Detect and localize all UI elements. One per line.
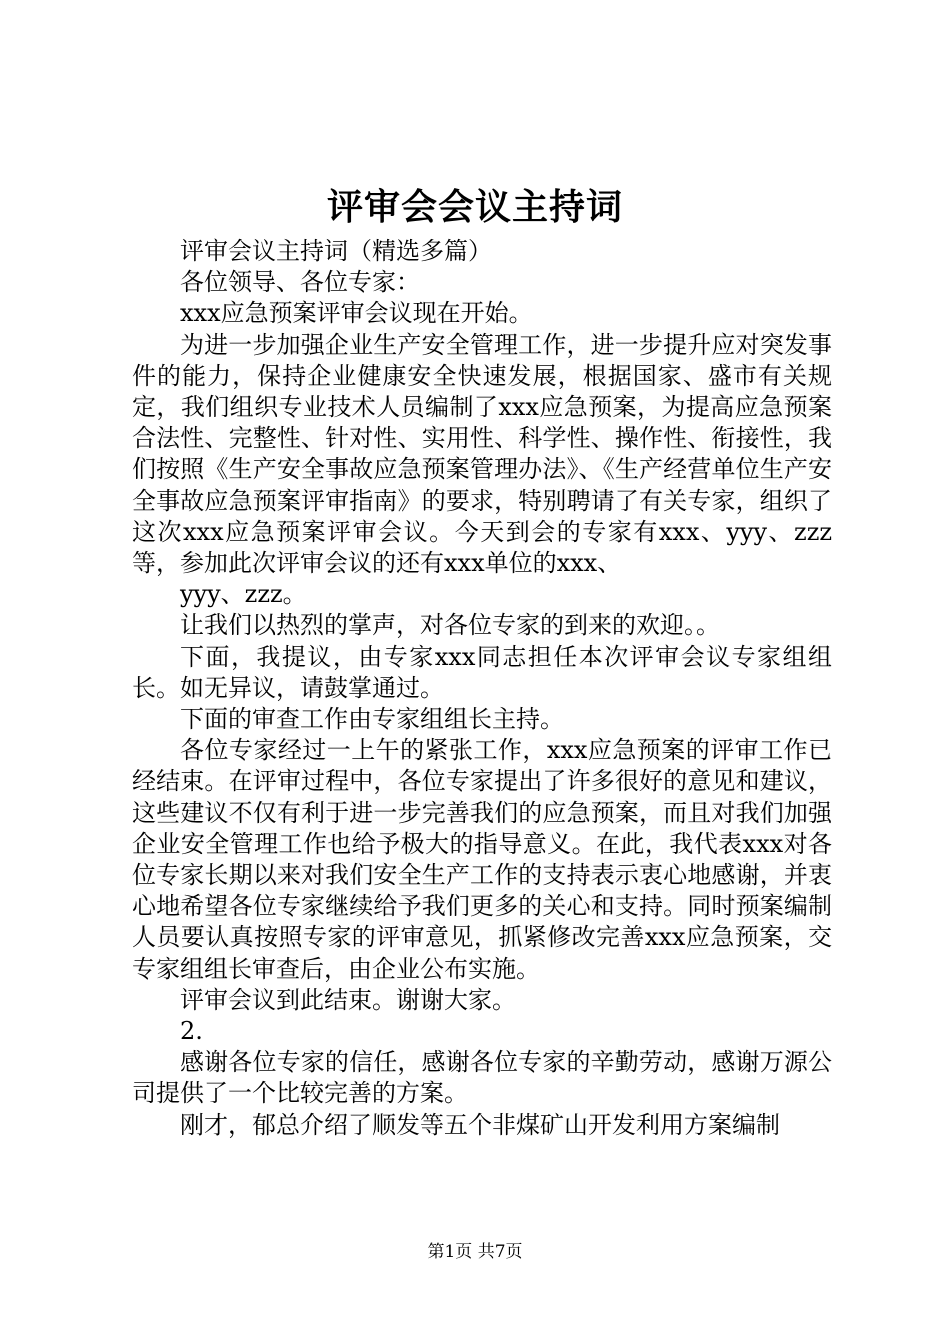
paragraph: 刚才，郁总介绍了顺发等五个非煤矿山开发利用方案编制	[180, 1110, 780, 1139]
paragraph: 感谢各位专家的信任，感谢各位专家的辛勤劳动，感谢万源公司提供了一个比较完善的方案。	[132, 1048, 832, 1108]
paragraph: xxx应急预案评审会议现在开始。	[180, 299, 533, 328]
paragraph: 评审会议到此结束。谢谢大家。	[180, 985, 516, 1014]
paragraph: 下面，我提议，由专家xxx同志担任本次评审会议专家组组长。如无异议，请鼓掌通过。	[132, 642, 832, 702]
paragraph: yyy、zzz。	[180, 580, 307, 609]
paragraph: 评审会议主持词（精选多篇）	[180, 237, 492, 265]
paragraph: 让我们以热烈的掌声，对各位专家的到来的欢迎。。	[180, 611, 720, 640]
document-title: 评审会会议主持词	[326, 186, 623, 228]
paragraph: 下面的审查工作由专家组组长主持。	[180, 705, 564, 734]
document-body	[132, 236, 832, 1141]
paragraph: 各位领导、各位专家：	[180, 268, 420, 297]
paragraph: 各位专家经过一上午的紧张工作，xxx应急预案的评审工作已经结束。在评审过程中，各位专家提出了许多很好的意见和建议，这些建议不仅有利于进一步完善我们的应急预案，而且对我们加强企业安全管理工作也给予极大的指导意义。在此，我代表xxx对各位专家长期以来对我们安全生产工作的支持表示衷心地感谢，并衷心地希望各位专家继续给予我们更多的关心和支持。同时预案编制人员要认真按照专家的评审意见，抓紧修改完善xxx应急预案，交专家组组长审查后，由企业公布实施。	[132, 736, 832, 983]
paragraph: 2.	[180, 1017, 203, 1046]
page-footer: 第1页 共7页	[427, 1242, 523, 1262]
paragraph: 为进一步加强企业生产安全管理工作，进一步提升应对突发事件的能力，保持企业健康安全快速发展，根据国家、盛市有关规定，我们组织专业技术人员编制了xxx应急预案，为提高应急预案合法性、完整性、针对性、实用性、科学性、操作性、衔接性，我们按照《生产安全事故应急预案管理办法》、《生产经营单位生产安全事故应急预案评审指南》的要求，特别聘请了有关专家，组织了这次xxx应急预案评审会议。今天到会的专家有xxx、yyy、zzz等，参加此次评审会议的还有xxx单位的xxx、	[132, 330, 832, 578]
